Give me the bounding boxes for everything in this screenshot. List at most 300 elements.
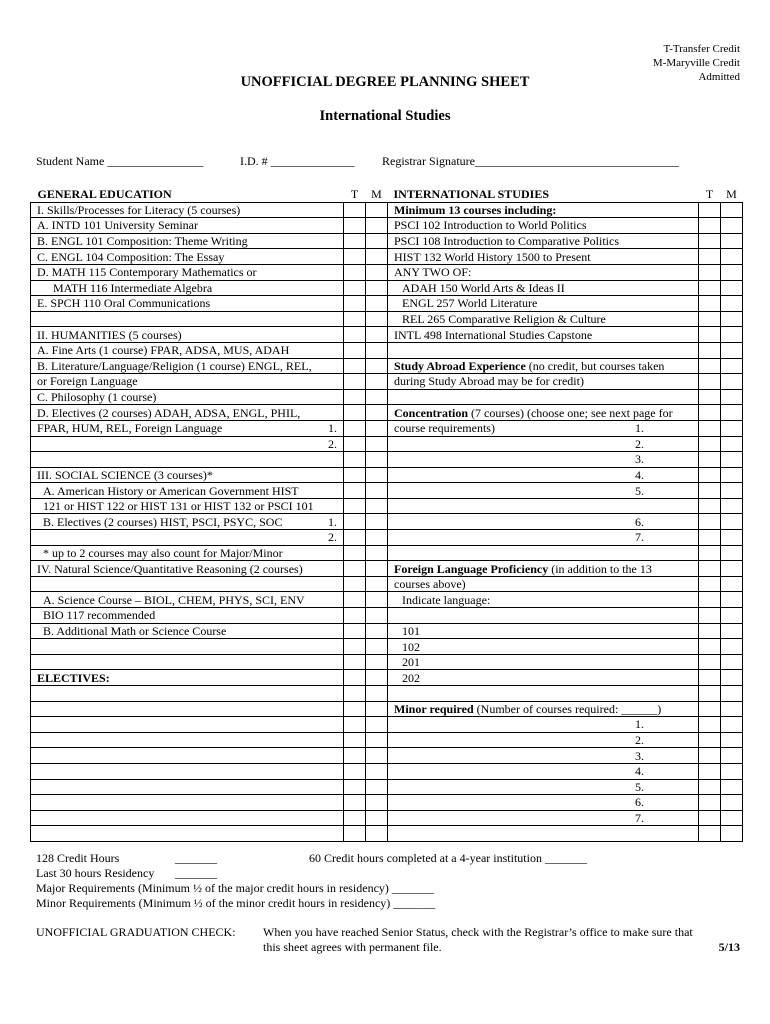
slot-number: 2. (328, 530, 337, 545)
table-row (31, 202, 743, 218)
maryville-checkbox[interactable] (721, 748, 743, 764)
legend-admitted: Admitted (698, 71, 740, 83)
major-text: REL 265 Comparative Religion & Culture (402, 312, 606, 327)
transfer-checkbox[interactable] (699, 327, 721, 343)
transfer-checkbox[interactable] (344, 639, 366, 655)
major-cell (388, 342, 699, 358)
table-row (31, 327, 743, 343)
four-year-hours-field[interactable]: 60 Credit hours completed at a 4-year institution _______ (309, 851, 587, 865)
major-text: during Study Abroad may be for credit) (394, 374, 584, 389)
maryville-checkbox[interactable] (721, 436, 743, 452)
major-requirements-field[interactable]: Major Requirements (Minimum ½ of the major credit hours in residency) _______ (36, 881, 434, 895)
minor-requirements-field[interactable]: Minor Requirements (Minimum ½ of the minor credit hours in residency) _______ (36, 896, 436, 910)
maryville-checkbox[interactable] (721, 311, 743, 327)
maryville-checkbox[interactable] (366, 452, 388, 468)
transfer-checkbox[interactable] (699, 233, 721, 249)
major-text: (in addition to the 13 (548, 561, 652, 576)
transfer-checkbox[interactable] (344, 374, 366, 390)
maryville-checkbox[interactable] (721, 608, 743, 624)
transfer-checkbox[interactable] (699, 639, 721, 655)
transfer-checkbox[interactable] (344, 530, 366, 546)
gen-ed-cell (31, 296, 344, 312)
maryville-checkbox[interactable] (721, 545, 743, 561)
maryville-checkbox[interactable] (366, 264, 388, 280)
major-cell (388, 639, 699, 655)
transfer-checkbox[interactable] (344, 545, 366, 561)
gen-ed-cell (31, 358, 344, 374)
maryville-checkbox[interactable] (721, 670, 743, 686)
table-row (31, 389, 743, 405)
maryville-checkbox[interactable] (366, 358, 388, 374)
table-row (31, 561, 743, 577)
gen-ed-cell (31, 249, 344, 265)
maryville-checkbox[interactable] (366, 763, 388, 779)
major-text: ADAH 150 World Arts & Ideas II (402, 280, 565, 295)
major-text: PSCI 102 Introduction to World Politics (394, 218, 587, 233)
maryville-checkbox[interactable] (366, 826, 388, 842)
major-cell (388, 670, 699, 686)
gen-ed-text: C. Philosophy (1 course) (37, 390, 157, 405)
table-row (31, 623, 743, 639)
transfer-checkbox[interactable] (344, 483, 366, 499)
gen-ed-cell (31, 576, 344, 592)
gen-ed-cell (31, 202, 344, 218)
transfer-checkbox[interactable] (699, 686, 721, 702)
transfer-checkbox[interactable] (699, 342, 721, 358)
transfer-checkbox[interactable] (699, 592, 721, 608)
gen-ed-cell (31, 701, 344, 717)
transfer-checkbox[interactable] (699, 779, 721, 795)
maryville-checkbox[interactable] (721, 467, 743, 483)
maryville-checkbox[interactable] (366, 732, 388, 748)
table-row (31, 732, 743, 748)
gen-ed-cell (31, 779, 344, 795)
maryville-checkbox[interactable] (721, 795, 743, 811)
maryville-checkbox[interactable] (721, 389, 743, 405)
table-row (31, 810, 743, 826)
transfer-checkbox[interactable] (699, 249, 721, 265)
maryville-checkbox[interactable] (721, 779, 743, 795)
table-row (31, 545, 743, 561)
maryville-checkbox[interactable] (721, 264, 743, 280)
gen-ed-cell (31, 623, 344, 639)
gen-ed-cell (31, 732, 344, 748)
maryville-checkbox[interactable] (366, 561, 388, 577)
maryville-checkbox[interactable] (721, 202, 743, 218)
transfer-checkbox[interactable] (699, 732, 721, 748)
table-row (31, 795, 743, 811)
gen-ed-cell (31, 670, 344, 686)
gen-ed-cell (31, 763, 344, 779)
transfer-checkbox[interactable] (344, 296, 366, 312)
gen-ed-cell (31, 561, 344, 577)
maryville-checkbox[interactable] (366, 327, 388, 343)
transfer-checkbox[interactable] (699, 826, 721, 842)
section-heading: Foreign Language Proficiency (394, 561, 549, 576)
slot-number: 3. (635, 748, 644, 763)
transfer-checkbox[interactable] (344, 280, 366, 296)
transfer-checkbox[interactable] (699, 561, 721, 577)
section-heading: Concentration (394, 405, 468, 420)
transfer-checkbox[interactable] (699, 374, 721, 390)
transfer-checkbox[interactable] (344, 249, 366, 265)
maryville-checkbox[interactable] (721, 623, 743, 639)
maryville-checkbox[interactable] (366, 639, 388, 655)
maryville-checkbox[interactable] (366, 374, 388, 390)
maryville-checkbox[interactable] (366, 795, 388, 811)
maryville-checkbox[interactable] (721, 561, 743, 577)
transfer-checkbox[interactable] (699, 530, 721, 546)
slot-number: 6. (635, 795, 644, 810)
revision-date: 5/13 (718, 940, 740, 954)
maryville-checkbox[interactable] (366, 420, 388, 436)
maryville-checkbox[interactable] (721, 233, 743, 249)
transfer-checkbox[interactable] (344, 779, 366, 795)
gen-ed-cell (31, 545, 344, 561)
gen-ed-text: I. Skills/Processes for Literacy (5 courses) (37, 202, 241, 217)
transfer-checkbox[interactable] (344, 342, 366, 358)
major-text: course requirements) (394, 421, 495, 436)
transfer-checkbox[interactable] (699, 717, 721, 733)
transfer-checkbox[interactable] (344, 795, 366, 811)
maryville-checkbox[interactable] (721, 763, 743, 779)
maryville-checkbox[interactable] (366, 748, 388, 764)
gen-ed-text: MATH 116 Intermediate Algebra (53, 280, 213, 295)
maryville-checkbox[interactable] (366, 576, 388, 592)
gen-ed-text: B. Additional Math or Science Course (43, 623, 227, 638)
maryville-checkbox[interactable] (721, 810, 743, 826)
maryville-checkbox[interactable] (366, 405, 388, 421)
transfer-checkbox[interactable] (344, 327, 366, 343)
table-row (31, 436, 743, 452)
transfer-checkbox[interactable] (699, 748, 721, 764)
transfer-checkbox[interactable] (699, 763, 721, 779)
major-cell (388, 748, 699, 764)
transfer-checkbox[interactable] (699, 795, 721, 811)
major-cell (388, 218, 699, 234)
maryville-checkbox[interactable] (721, 296, 743, 312)
transfer-checkbox[interactable] (699, 467, 721, 483)
transfer-checkbox[interactable] (699, 436, 721, 452)
maryville-checkbox[interactable] (721, 218, 743, 234)
major-cell (388, 233, 699, 249)
major-text: PSCI 108 Introduction to Comparative Politics (394, 234, 619, 249)
gen-ed-cell (31, 311, 344, 327)
transfer-column-heading: T (344, 187, 366, 202)
major-text: 101 (402, 623, 420, 638)
maryville-checkbox[interactable] (721, 826, 743, 842)
maryville-checkbox[interactable] (366, 514, 388, 530)
transfer-checkbox[interactable] (344, 514, 366, 530)
transfer-checkbox[interactable] (344, 623, 366, 639)
major-text: 102 (402, 639, 420, 654)
transfer-checkbox[interactable] (344, 420, 366, 436)
maryville-checkbox[interactable] (366, 296, 388, 312)
gen-ed-cell (31, 514, 344, 530)
major-cell (388, 498, 699, 514)
gen-ed-cell (31, 483, 344, 499)
slot-number: 7. (635, 811, 644, 826)
gen-ed-text: II. HUMANITIES (5 courses) (37, 327, 182, 342)
transfer-checkbox[interactable] (344, 686, 366, 702)
slot-number: 6. (635, 514, 644, 529)
maryville-checkbox[interactable] (366, 608, 388, 624)
slot-number: 2. (635, 733, 644, 748)
transfer-checkbox[interactable] (699, 358, 721, 374)
major-cell (388, 405, 699, 421)
gen-ed-cell (31, 748, 344, 764)
maryville-checkbox[interactable] (366, 623, 388, 639)
registrar-signature-field[interactable]: Registrar Signature__________________________________ (382, 154, 679, 168)
maryville-checkbox[interactable] (721, 639, 743, 655)
major-cell (388, 732, 699, 748)
maryville-checkbox[interactable] (721, 498, 743, 514)
table-row (31, 233, 743, 249)
table-row (31, 654, 743, 670)
transfer-checkbox[interactable] (344, 826, 366, 842)
table-row (31, 701, 743, 717)
transfer-checkbox[interactable] (344, 467, 366, 483)
major-cell (388, 389, 699, 405)
maryville-checkbox[interactable] (721, 358, 743, 374)
gen-ed-cell (31, 686, 344, 702)
transfer-checkbox[interactable] (344, 670, 366, 686)
transfer-checkbox[interactable] (344, 717, 366, 733)
transfer-checkbox[interactable] (344, 452, 366, 468)
gen-ed-cell (31, 826, 344, 842)
major-cell (388, 545, 699, 561)
maryville-checkbox[interactable] (721, 514, 743, 530)
table-row (31, 639, 743, 655)
maryville-checkbox[interactable] (366, 249, 388, 265)
major-cell (388, 810, 699, 826)
transfer-checkbox[interactable] (699, 218, 721, 234)
gen-ed-cell (31, 436, 344, 452)
general-education-heading: GENERAL EDUCATION (31, 187, 344, 202)
section-heading: ELECTIVES: (37, 670, 110, 685)
maryville-column-heading: M (721, 187, 743, 202)
table-row (31, 358, 743, 374)
maryville-checkbox[interactable] (721, 654, 743, 670)
transfer-checkbox[interactable] (699, 296, 721, 312)
gen-ed-cell (31, 327, 344, 343)
maryville-checkbox[interactable] (721, 717, 743, 733)
transfer-checkbox[interactable] (344, 311, 366, 327)
maryville-checkbox[interactable] (721, 420, 743, 436)
table-row (31, 280, 743, 296)
section-heading: Minor required (394, 701, 474, 716)
major-text: (no credit, but courses taken (525, 358, 665, 373)
major-cell (388, 530, 699, 546)
slot-number: 1. (328, 514, 337, 529)
major-text: (7 courses) (choose one; see next page for (468, 405, 673, 420)
major-text: ENGL 257 World Literature (402, 296, 538, 311)
maryville-checkbox[interactable] (366, 467, 388, 483)
maryville-checkbox[interactable] (721, 452, 743, 468)
legend-maryville: M-Maryville Credit (652, 57, 740, 69)
transfer-checkbox[interactable] (699, 280, 721, 296)
planning-grid (30, 187, 743, 842)
major-cell (388, 311, 699, 327)
table-row (31, 717, 743, 733)
gen-ed-cell (31, 530, 344, 546)
maryville-checkbox[interactable] (366, 202, 388, 218)
transfer-checkbox[interactable] (699, 654, 721, 670)
maryville-checkbox[interactable] (721, 327, 743, 343)
student-id-field[interactable]: I.D. # ______________ (240, 154, 355, 168)
major-cell (388, 779, 699, 795)
transfer-checkbox[interactable] (699, 389, 721, 405)
table-row (31, 296, 743, 312)
transfer-checkbox[interactable] (344, 608, 366, 624)
maryville-checkbox[interactable] (721, 249, 743, 265)
transfer-checkbox[interactable] (699, 608, 721, 624)
maryville-checkbox[interactable] (366, 233, 388, 249)
transfer-checkbox[interactable] (344, 498, 366, 514)
transfer-checkbox[interactable] (344, 202, 366, 218)
maryville-checkbox[interactable] (366, 701, 388, 717)
major-cell (388, 280, 699, 296)
major-cell (388, 374, 699, 390)
transfer-checkbox[interactable] (344, 218, 366, 234)
transfer-checkbox[interactable] (344, 576, 366, 592)
residency-label: Last 30 hours Residency (36, 866, 155, 880)
transfer-checkbox[interactable] (699, 701, 721, 717)
transfer-checkbox[interactable] (344, 233, 366, 249)
maryville-checkbox[interactable] (366, 654, 388, 670)
gen-ed-text: A. American History or American Government HIST (43, 483, 299, 498)
transfer-checkbox[interactable] (699, 670, 721, 686)
transfer-checkbox[interactable] (344, 436, 366, 452)
credit-hours-blank[interactable]: _______ (175, 851, 217, 865)
maryville-checkbox[interactable] (721, 686, 743, 702)
gen-ed-cell (31, 498, 344, 514)
gen-ed-text: B. Literature/Language/Religion (1 course) ENGL, REL, (37, 358, 312, 373)
gen-ed-text: IV. Natural Science/Quantitative Reasoning (2 courses) (37, 561, 303, 576)
transfer-checkbox[interactable] (344, 592, 366, 608)
maryville-checkbox[interactable] (366, 498, 388, 514)
gen-ed-cell (31, 810, 344, 826)
maryville-checkbox[interactable] (721, 592, 743, 608)
maryville-checkbox[interactable] (721, 701, 743, 717)
maryville-checkbox[interactable] (721, 576, 743, 592)
gen-ed-text: A. Science Course – BIOL, CHEM, PHYS, SCI, ENV (43, 592, 305, 607)
maryville-checkbox[interactable] (366, 670, 388, 686)
maryville-checkbox[interactable] (366, 389, 388, 405)
gen-ed-text: B. Electives (2 courses) HIST, PSCI, PSYC, SOC (43, 514, 283, 529)
transfer-checkbox[interactable] (699, 405, 721, 421)
maryville-checkbox[interactable] (366, 218, 388, 234)
maryville-checkbox[interactable] (366, 592, 388, 608)
table-row (31, 467, 743, 483)
maryville-checkbox[interactable] (366, 483, 388, 499)
transfer-checkbox[interactable] (699, 498, 721, 514)
residency-blank[interactable]: _______ (175, 866, 217, 880)
major-cell (388, 795, 699, 811)
maryville-checkbox[interactable] (721, 374, 743, 390)
maryville-column-heading: M (366, 187, 388, 202)
slot-number: 2. (328, 436, 337, 451)
gen-ed-cell (31, 467, 344, 483)
transfer-checkbox[interactable] (699, 452, 721, 468)
transfer-checkbox[interactable] (344, 358, 366, 374)
gen-ed-text: III. SOCIAL SCIENCE (3 courses)* (37, 467, 213, 482)
slot-number: 4. (635, 467, 644, 482)
major-cell (388, 686, 699, 702)
international-studies-heading: INTERNATIONAL STUDIES (388, 187, 699, 202)
major-cell (388, 576, 699, 592)
transfer-checkbox[interactable] (344, 763, 366, 779)
maryville-checkbox[interactable] (721, 483, 743, 499)
transfer-checkbox[interactable] (699, 623, 721, 639)
transfer-checkbox[interactable] (344, 389, 366, 405)
table-row (31, 670, 743, 686)
maryville-checkbox[interactable] (366, 779, 388, 795)
maryville-checkbox[interactable] (366, 545, 388, 561)
transfer-checkbox[interactable] (699, 576, 721, 592)
maryville-checkbox[interactable] (366, 342, 388, 358)
gen-ed-cell (31, 264, 344, 280)
transfer-checkbox[interactable] (699, 514, 721, 530)
major-cell (388, 420, 699, 436)
maryville-checkbox[interactable] (721, 732, 743, 748)
maryville-checkbox[interactable] (721, 280, 743, 296)
table-row (31, 686, 743, 702)
maryville-checkbox[interactable] (366, 717, 388, 733)
transfer-checkbox[interactable] (344, 701, 366, 717)
transfer-checkbox[interactable] (699, 810, 721, 826)
maryville-checkbox[interactable] (366, 311, 388, 327)
transfer-checkbox[interactable] (344, 561, 366, 577)
transfer-checkbox[interactable] (344, 748, 366, 764)
maryville-checkbox[interactable] (366, 810, 388, 826)
transfer-checkbox[interactable] (699, 202, 721, 218)
slot-number: 1. (635, 717, 644, 732)
maryville-checkbox[interactable] (721, 405, 743, 421)
gen-ed-cell (31, 420, 344, 436)
maryville-checkbox[interactable] (366, 280, 388, 296)
major-cell (388, 717, 699, 733)
gen-ed-text: or Foreign Language (37, 374, 138, 389)
transfer-checkbox[interactable] (344, 264, 366, 280)
transfer-checkbox[interactable] (344, 732, 366, 748)
transfer-checkbox[interactable] (344, 405, 366, 421)
maryville-checkbox[interactable] (366, 436, 388, 452)
gen-ed-text: D. Electives (2 courses) ADAH, ADSA, ENGL, PHIL, (37, 405, 301, 420)
major-cell (388, 467, 699, 483)
maryville-checkbox[interactable] (721, 530, 743, 546)
credit-hours-label: 128 Credit Hours (36, 851, 120, 865)
maryville-checkbox[interactable] (366, 530, 388, 546)
maryville-checkbox[interactable] (721, 342, 743, 358)
major-cell (388, 249, 699, 265)
transfer-checkbox[interactable] (699, 483, 721, 499)
transfer-checkbox[interactable] (344, 654, 366, 670)
major-cell (388, 327, 699, 343)
table-row (31, 748, 743, 764)
transfer-checkbox[interactable] (699, 545, 721, 561)
gen-ed-cell (31, 608, 344, 624)
transfer-checkbox[interactable] (344, 810, 366, 826)
student-name-field[interactable]: Student Name ________________ (36, 154, 204, 168)
transfer-checkbox[interactable] (699, 264, 721, 280)
maryville-checkbox[interactable] (366, 686, 388, 702)
transfer-checkbox[interactable] (699, 311, 721, 327)
major-cell (388, 763, 699, 779)
table-row (31, 264, 743, 280)
major-cell (388, 436, 699, 452)
transfer-checkbox[interactable] (699, 420, 721, 436)
